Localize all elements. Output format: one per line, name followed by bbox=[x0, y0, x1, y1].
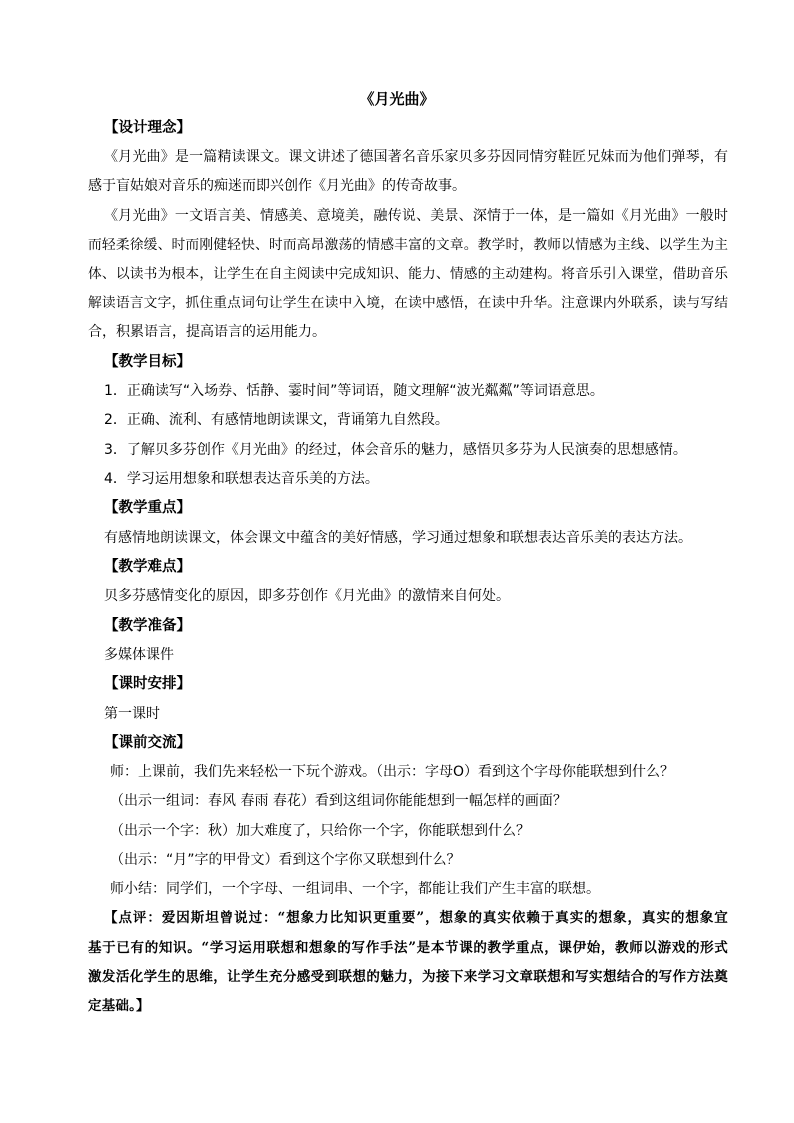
goal-item-1: 1．正确读写“入场券、恬静、霎时间”等词语，随文理解“波光粼粼”等词语意思。 bbox=[104, 383, 604, 399]
warmup-line-1: 师：上课前，我们先来轻松一下玩个游戏。（出示：字母O）看到这个字母你能联想到什么？ bbox=[110, 764, 675, 780]
section-heading-goals: 【教学目标】 bbox=[104, 354, 191, 370]
difficulties-text: 贝多芬感情变化的原因，即多芬创作《月光曲》的激情来自何处。 bbox=[104, 588, 510, 604]
page-title: 《月光曲》 bbox=[359, 90, 435, 108]
preparation-text: 多媒体课件 bbox=[104, 647, 174, 663]
design-line-1: 《月光曲》是一篇精读课文。课文讲述了德国著名音乐家贝多芬因同情穷鞋匠兄妹而为他们弹琴，有 bbox=[104, 149, 728, 165]
schedule-text: 第一课时 bbox=[104, 706, 160, 722]
comment-line-4: 定基础。】 bbox=[88, 998, 150, 1014]
comment-line-2: 基于已有的知识。“学习运用联想和想象的写作手法”是本节课的教学重点，课伊始，教师以游戏的形式 bbox=[88, 940, 728, 956]
goal-item-4: 4．学习运用想象和联想表达音乐美的方法。 bbox=[104, 471, 379, 487]
design-line-5: 体、以读书为根本，让学生在自主阅读中完成知识、能力、情感的主动建构。将音乐引入课堂，借助音乐 bbox=[88, 266, 728, 282]
section-heading-preparation: 【教学准备】 bbox=[104, 618, 191, 634]
design-line-4: 而轻柔徐缓、时而刚健轻快、时而高昂激荡的情感丰富的文章。教学时，教师以情感为主线、以学生为主 bbox=[88, 237, 728, 253]
comment-line-1: 【点评：爱因斯坦曾说过：“想象力比知识更重要”，想象的真实依赖于真实的想象，真实的想象宜 bbox=[104, 910, 728, 926]
section-heading-difficulties: 【教学难点】 bbox=[104, 559, 191, 575]
warmup-line-2: （出示一组词：春风 春雨 春花）看到这组词你能能想到一幅怎样的画面？ bbox=[110, 793, 567, 809]
warmup-line-3: （出示一个字：秋）加大难度了，只给你一个字，你能联想到什么？ bbox=[110, 823, 530, 839]
design-line-3: 《月光曲》一文语言美、情感美、意境美，融传说、美景、深情于一体，是一篇如《月光曲》一般时 bbox=[104, 208, 728, 224]
warmup-line-5: 师小结：同学们，一个字母、一组词串、一个字，都能让我们产生丰富的联想。 bbox=[110, 881, 600, 897]
design-line-6: 解读语言文字，抓住重点词句让学生在读中入境，在读中感悟，在读中升华。注意课内外联系，读与写结 bbox=[88, 295, 728, 311]
goal-item-2: 2．正确、流利、有感情地朗读课文，背诵第九自然段。 bbox=[104, 412, 449, 428]
design-line-7: 合，积累语言，提高语言的运用能力。 bbox=[88, 324, 326, 340]
comment-line-3: 激发活化学生的思维，让学生充分感受到联想的魅力，为接下来学习文章联想和写实想结合的写作方法奠 bbox=[88, 969, 728, 985]
section-heading-design: 【设计理念】 bbox=[104, 120, 191, 136]
warmup-line-4: （出示：“月”字的甲骨文）看到这个字你又联想到什么？ bbox=[110, 852, 461, 868]
section-heading-warmup: 【课前交流】 bbox=[104, 735, 191, 751]
section-heading-schedule: 【课时安排】 bbox=[104, 676, 191, 692]
goal-item-3: 3．了解贝多芬创作《月光曲》的经过，体会音乐的魅力，感悟贝多芬为人民演奏的思想感情。 bbox=[104, 442, 687, 458]
key-points-text: 有感情地朗读课文，体会课文中蕴含的美好情感，学习通过想象和联想表达音乐美的表达方法。 bbox=[104, 530, 692, 546]
design-line-2: 感于盲姑娘对音乐的痴迷而即兴创作《月光曲》的传奇故事。 bbox=[88, 178, 466, 194]
section-heading-key-points: 【教学重点】 bbox=[104, 500, 191, 516]
